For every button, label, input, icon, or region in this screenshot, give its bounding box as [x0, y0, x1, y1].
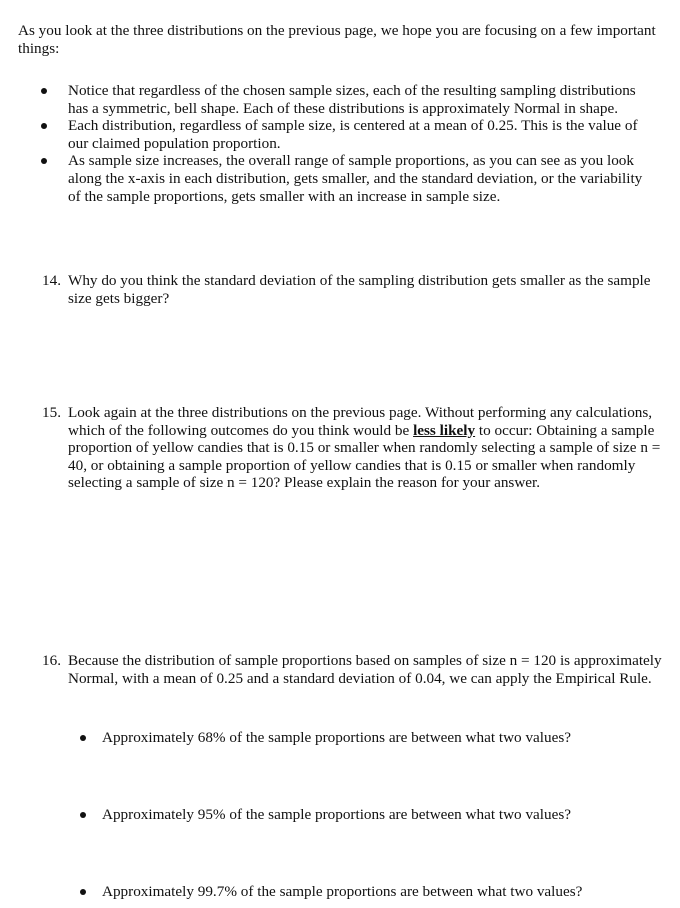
bullet-icon	[41, 123, 47, 129]
question-text-end: to occur: Obtaining a sample proportion of yellow candies that is 0.15 or smaller when randomly selecting a sample of size n = 40, or obtaining a sample proportion of yellow candies that is 0.15 or smaller when randomly selecting a sample of size n = 120? Please explain the reason for your answer.	[68, 421, 661, 492]
bullet-icon	[80, 812, 86, 818]
question-number: 14.	[42, 272, 61, 289]
bullet-text: As sample size increases, the overall range of sample proportions, as you can see as you look along the x-axis in each distribution, gets smaller, and the standard deviation, or the variability of the sample proportions, gets smaller with an increase in sample size.	[68, 152, 643, 205]
question-number: 15.	[42, 404, 61, 421]
bullet-icon	[80, 889, 86, 895]
key-points-list	[28, 82, 658, 205]
list-item	[28, 117, 658, 152]
empirical-rule-item-68	[76, 729, 680, 747]
list-item	[28, 82, 658, 117]
question-15	[42, 404, 667, 492]
bullet-icon	[80, 735, 86, 741]
empirical-rule-text: Approximately 99.7% of the sample proportions are between what two values?	[102, 883, 583, 900]
question-text	[42, 404, 667, 492]
question-text: Why do you think the standard deviation of the sampling distribution gets smaller as the sample size gets bigger?	[68, 272, 651, 307]
empirical-rule-text: Approximately 68% of the sample proportions are between what two values?	[102, 729, 571, 746]
question-16	[42, 652, 667, 687]
bullet-icon	[41, 158, 47, 164]
bullet-text: Each distribution, regardless of sample size, is centered at a mean of 0.25. This is the value of our claimed population proportion.	[68, 117, 638, 152]
question-14	[42, 272, 667, 307]
list-item	[28, 152, 658, 205]
bullet-icon	[41, 88, 47, 94]
empirical-rule-text: Approximately 95% of the sample proportions are between what two values?	[102, 806, 571, 823]
question-number: 16.	[42, 652, 61, 669]
question-text-start: Look again at the three distributions on the previous page. Without performing any calculations, which of the following outcomes do you think would be	[68, 404, 653, 439]
intro-paragraph: As you look at the three distributions on the previous page, we hope you are focusing on a few important things:	[18, 22, 656, 57]
empirical-rule-item-99-7	[76, 883, 680, 901]
empirical-rule-item-95	[76, 806, 680, 824]
question-text: Because the distribution of sample proportions based on samples of size n = 120 is approximately Normal, with a mean of 0.25 and a standard deviation of 0.04, we can apply the Empirical Rule.	[68, 652, 662, 687]
emphasis-less-likely: less likely	[413, 421, 476, 439]
bullet-text: Notice that regardless of the chosen sample sizes, each of the resulting sampling distributions has a symmetric, bell shape. Each of these distributions is approximately Normal in shape.	[68, 82, 636, 117]
